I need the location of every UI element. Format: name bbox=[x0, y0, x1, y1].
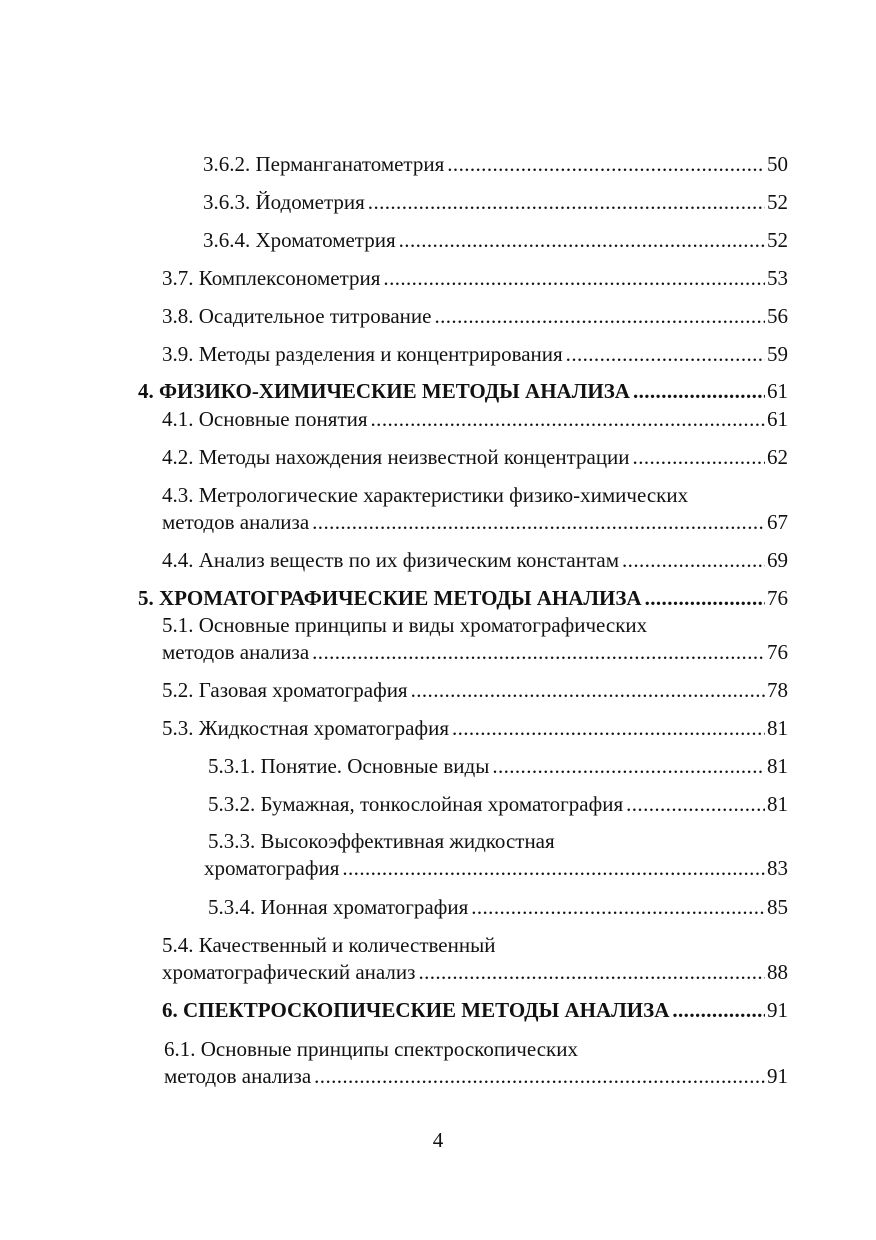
dot-leader bbox=[383, 265, 765, 292]
toc-title-line2: хроматография bbox=[204, 856, 340, 880]
dot-leader bbox=[368, 189, 765, 216]
toc-entry-3-6-4[interactable] bbox=[203, 227, 788, 254]
toc-page: 83 bbox=[767, 856, 788, 880]
toc-page: 52 bbox=[767, 190, 788, 214]
toc-title: 6. СПЕКТРОСКОПИЧЕСКИЕ МЕТОДЫ АНАЛИЗА bbox=[162, 998, 670, 1022]
dot-leader bbox=[452, 715, 765, 742]
toc-page: 59 bbox=[767, 342, 788, 366]
toc-entry-5-3-1[interactable] bbox=[208, 753, 788, 780]
toc-title: 4.2. Методы нахождения неизвестной концентрации bbox=[162, 445, 630, 469]
dot-leader bbox=[418, 959, 765, 986]
toc-page: 91 bbox=[767, 1064, 788, 1088]
toc-chapter-4[interactable] bbox=[138, 378, 788, 405]
toc-entry-3-9[interactable] bbox=[162, 341, 788, 368]
toc-entry-4-4[interactable] bbox=[162, 547, 788, 574]
dot-leader bbox=[312, 639, 765, 666]
toc-page: 76 bbox=[767, 586, 788, 610]
toc-title: 3.8. Осадительное титрование bbox=[162, 304, 432, 328]
toc-title: 3.9. Методы разделения и концентрирования bbox=[162, 342, 563, 366]
toc-entry-5-3[interactable] bbox=[162, 715, 788, 742]
dot-leader bbox=[399, 227, 765, 254]
toc-chapter-6[interactable] bbox=[162, 997, 788, 1024]
toc-entry-3-6-2[interactable] bbox=[203, 151, 788, 178]
toc-page: 78 bbox=[767, 678, 788, 702]
dot-leader bbox=[633, 444, 765, 471]
dot-leader bbox=[471, 894, 765, 921]
dot-leader bbox=[645, 585, 765, 612]
dot-leader bbox=[411, 677, 765, 704]
toc-entry-4-3[interactable] bbox=[162, 482, 788, 536]
toc-title-line1: 5.1. Основные принципы и виды хроматографических bbox=[162, 613, 648, 637]
toc-title-line2: методов анализа bbox=[164, 1064, 312, 1088]
toc-page: 62 bbox=[767, 445, 788, 469]
dot-leader bbox=[342, 855, 765, 882]
toc-page: 91 bbox=[767, 998, 788, 1022]
dot-leader bbox=[312, 509, 765, 536]
toc-title: 5. ХРОМАТОГРАФИЧЕСКИЕ МЕТОДЫ АНАЛИЗА bbox=[138, 586, 642, 610]
dot-leader bbox=[672, 997, 765, 1024]
toc-page: 88 bbox=[767, 960, 788, 984]
toc-title-line1: 4.3. Метрологические характеристики физико-химических bbox=[162, 483, 689, 507]
dot-leader bbox=[622, 547, 765, 574]
toc-page: 81 bbox=[767, 754, 788, 778]
toc-entry-3-6-3[interactable] bbox=[203, 189, 788, 216]
toc-page: 81 bbox=[767, 792, 788, 816]
toc-title: 4.4. Анализ веществ по их физическим константам bbox=[162, 548, 620, 572]
toc-entry-5-3-3[interactable] bbox=[204, 828, 788, 882]
toc-title-line1: 5.3.3. Высокоэффективная жидкостная bbox=[208, 829, 555, 853]
toc-entry-5-2[interactable] bbox=[162, 677, 788, 704]
toc-entry-6-1[interactable] bbox=[164, 1036, 788, 1090]
dot-leader bbox=[447, 151, 765, 178]
toc-page: 56 bbox=[767, 304, 788, 328]
toc-page: 61 bbox=[767, 379, 788, 403]
toc-title-line1: 5.4. Качественный и количественный bbox=[162, 933, 496, 957]
toc-title: 4.1. Основные понятия bbox=[162, 407, 368, 431]
dot-leader bbox=[566, 341, 765, 368]
toc-page: 76 bbox=[767, 640, 788, 664]
dot-leader bbox=[633, 378, 765, 405]
toc-entry-3-7[interactable] bbox=[162, 265, 788, 292]
page-number: 4 bbox=[432, 1128, 444, 1152]
toc-title-line2: методов анализа bbox=[162, 640, 310, 664]
toc-page: 50 bbox=[767, 152, 788, 176]
toc-entry-5-3-2[interactable] bbox=[208, 791, 788, 818]
toc-entry-3-8[interactable] bbox=[162, 303, 788, 330]
toc-title-line1: 6.1. Основные принципы спектроскопических bbox=[164, 1037, 578, 1061]
dot-leader bbox=[492, 753, 765, 780]
toc-title: 5.3.2. Бумажная, тонкослойная хроматография bbox=[208, 792, 624, 816]
toc-title: 3.6.4. Хроматометрия bbox=[203, 228, 396, 252]
toc-chapter-5[interactable] bbox=[138, 585, 788, 612]
toc-entry-4-2[interactable] bbox=[162, 444, 788, 471]
dot-leader bbox=[434, 303, 765, 330]
toc-title: 3.7. Комплексонометрия bbox=[162, 266, 381, 290]
toc-title: 5.2. Газовая хроматография bbox=[162, 678, 408, 702]
toc-title: 3.6.3. Йодометрия bbox=[203, 190, 365, 214]
toc-page: 85 bbox=[767, 895, 788, 919]
toc-title: 5.3.1. Понятие. Основные виды bbox=[208, 754, 490, 778]
toc-entry-5-1[interactable] bbox=[162, 612, 788, 666]
toc-title: 3.6.2. Перманганатометрия bbox=[203, 152, 445, 176]
toc-entry-5-4[interactable] bbox=[162, 932, 788, 986]
toc-title: 4. ФИЗИКО-ХИМИЧЕСКИЕ МЕТОДЫ АНАЛИЗА bbox=[138, 379, 630, 403]
dot-leader bbox=[626, 791, 765, 818]
toc-title-line2: хроматографический анализ bbox=[162, 960, 416, 984]
toc-page: 52 bbox=[767, 228, 788, 252]
toc-title: 5.3.4. Ионная хроматография bbox=[208, 895, 469, 919]
toc-title-line2: методов анализа bbox=[162, 510, 310, 534]
toc-title: 5.3. Жидкостная хроматография bbox=[162, 716, 449, 740]
dot-leader bbox=[314, 1063, 765, 1090]
dot-leader bbox=[371, 406, 765, 433]
toc-page: 67 bbox=[767, 510, 788, 534]
toc-page: 69 bbox=[767, 548, 788, 572]
toc-page: 53 bbox=[767, 266, 788, 290]
toc-entry-5-3-4[interactable] bbox=[208, 894, 788, 921]
toc-page: 61 bbox=[767, 407, 788, 431]
toc-page: 81 bbox=[767, 716, 788, 740]
toc-entry-4-1[interactable] bbox=[162, 406, 788, 433]
